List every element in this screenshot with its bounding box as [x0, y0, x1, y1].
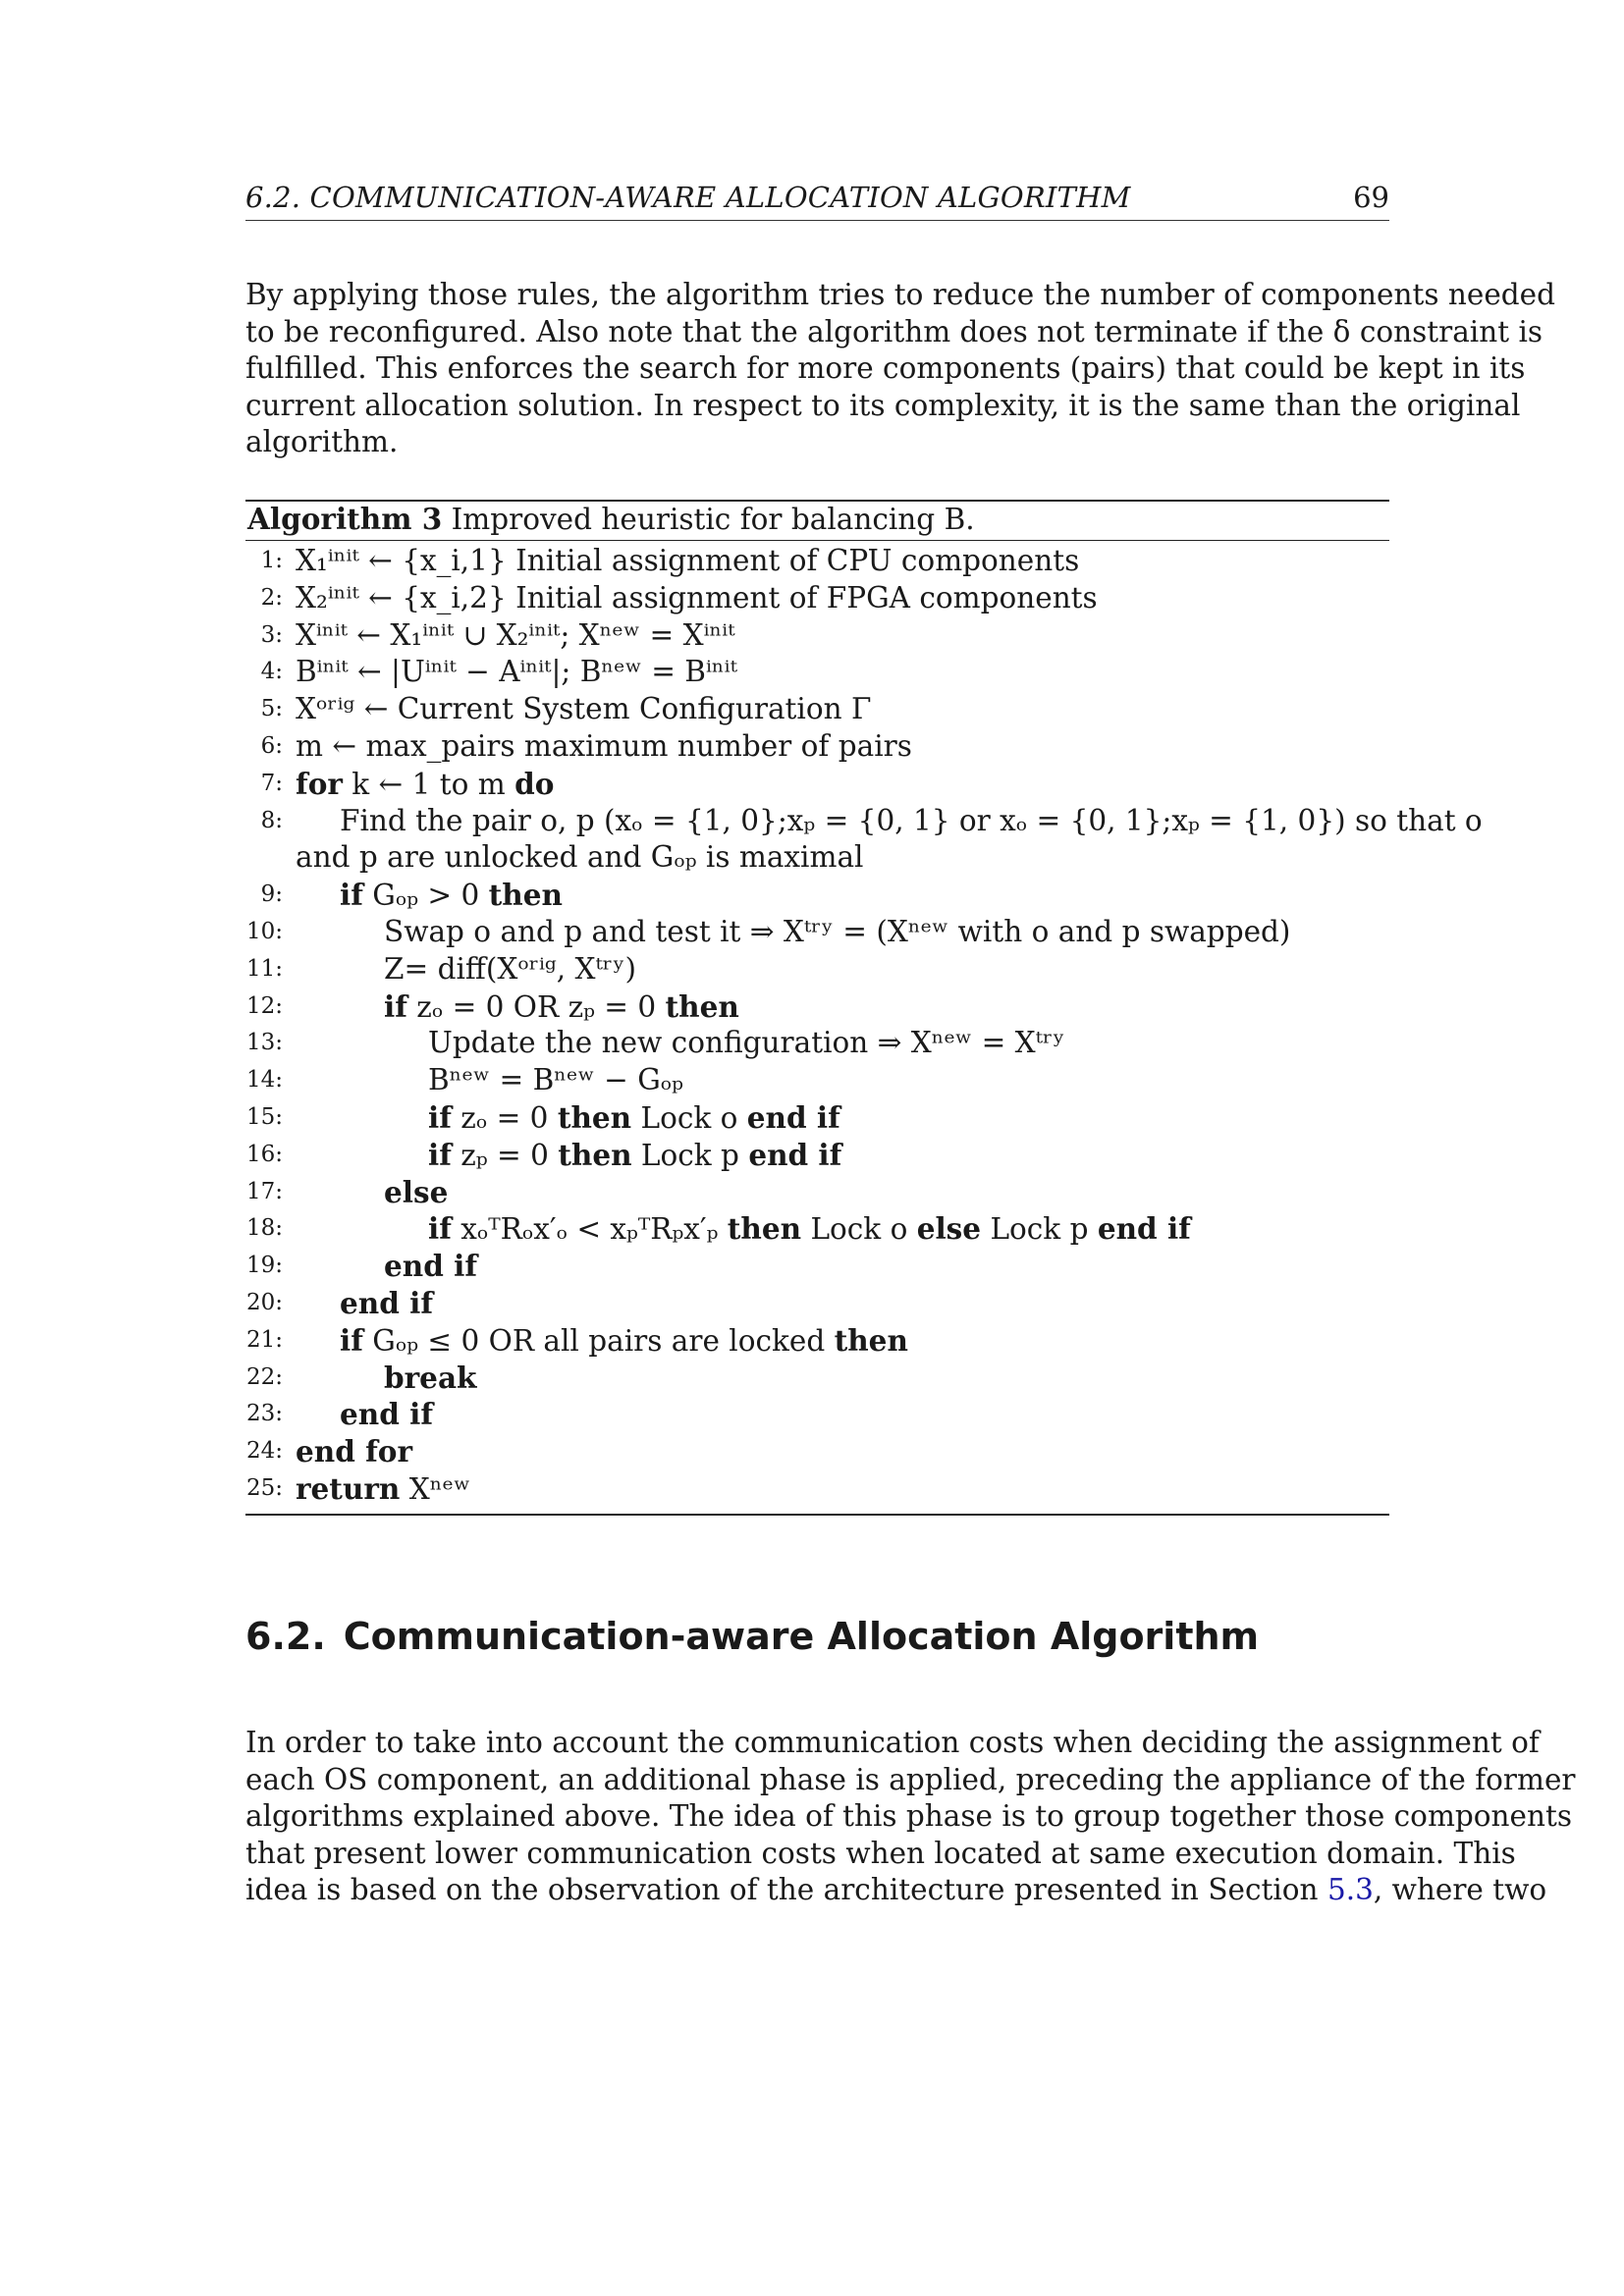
algorithm-line-text: Update the new configuration ⇒ Xⁿᵉʷ = Xᵗʳʸ — [428, 1026, 1065, 1060]
body-line: each OS component, an additional phase is applied, preceding the appliance of the former — [245, 1762, 1576, 1796]
algorithm-line-number: 6: — [260, 733, 283, 759]
algorithm-line-number: 19: — [245, 1253, 283, 1279]
algorithm-line-text: end if — [340, 1286, 434, 1320]
algorithm-line-text: for k ← 1 to m do — [296, 766, 555, 801]
body-paragraph — [245, 1725, 1576, 1909]
algorithm-line-text: if Gₒₚ > 0 then — [340, 878, 563, 913]
intro-paragraph — [245, 277, 1556, 461]
section-reference-link[interactable]: 5.3 — [1326, 1873, 1374, 1907]
algorithm-line — [245, 1434, 1389, 1471]
algorithm-line — [245, 1175, 1389, 1212]
algorithm-line-number: 8: — [260, 807, 283, 833]
algorithm-label: Algorithm 3 — [247, 502, 443, 536]
page-number: 69 — [1353, 181, 1389, 214]
algorithm-line-text: Swap o and p and test it ⇒ Xᵗʳʸ = (Xⁿᵉʷ with o and p swapped) — [384, 915, 1291, 948]
section-title: Communication-aware Allocation Algorithm — [343, 1615, 1260, 1658]
algorithm-line-text: Bⁿᵉʷ = Bⁿᵉʷ − Gₒₚ — [428, 1063, 683, 1097]
intro-line: current allocation solution. In respect to its complexity, it is the same than the original — [245, 388, 1521, 422]
algorithm-line-number: 21: — [245, 1326, 283, 1353]
algorithm-line — [245, 1323, 1389, 1361]
algorithm-line — [245, 989, 1389, 1027]
intro-line: fulfilled. This enforces the search for more components (pairs) that could be kept in its — [245, 351, 1526, 386]
algorithm-line-text: if zₒ = 0 then Lock o end if — [428, 1100, 840, 1135]
algorithm-line — [245, 840, 1389, 878]
algorithm-line-text: if zₒ = 0 OR zₚ = 0 then — [384, 988, 739, 1024]
algorithm-line-number: 13: — [245, 1030, 283, 1056]
algorithm-line-text: Find the pair o, p (xₒ = {1, 0};xₚ = {0, 1} or xₒ = {0, 1};xₚ = {1, 0}) so that o — [340, 803, 1483, 837]
algorithm-line-number: 23: — [245, 1401, 283, 1427]
algorithm-line-text: and p are unlocked and Gₒₚ is maximal — [296, 840, 864, 875]
algorithm-line-number: 15: — [245, 1104, 283, 1130]
algorithm-line — [245, 1211, 1389, 1249]
algorithm-line — [245, 1286, 1389, 1323]
algorithm-line-text: X₂ⁱⁿⁱᵗ ← {x_i,2} Initial assignment of FPGA components — [296, 580, 1098, 614]
algorithm-line — [245, 878, 1389, 915]
algorithm-line-text: Bⁱⁿⁱᵗ ← |Uⁱⁿⁱᵗ − Aⁱⁿⁱᵗ|; Bⁿᵉʷ = Bⁱⁿⁱᵗ — [296, 655, 737, 689]
algorithm-line — [245, 915, 1389, 952]
algorithm-line — [245, 1249, 1389, 1286]
algorithm-line-text: break — [384, 1360, 477, 1395]
algorithm-line — [245, 767, 1389, 804]
algorithm-line-number: 12: — [245, 992, 283, 1019]
intro-line: By applying those rules, the algorithm tries to reduce the number of components needed — [245, 278, 1556, 311]
algorithm-line — [245, 1026, 1389, 1063]
algorithm-line-number: 10: — [245, 919, 283, 944]
algorithm-line-number: 5: — [260, 696, 283, 722]
algorithm-line — [245, 1100, 1389, 1138]
algorithm-line — [245, 692, 1389, 729]
algorithm-line-text: Xᵒʳⁱᵍ ← Current System Configuration Γ — [296, 692, 872, 726]
algorithm-line-text: X₁ⁱⁿⁱᵗ ← {x_i,1} Initial assignment of CPU components — [296, 544, 1080, 577]
algorithm-line — [245, 581, 1389, 618]
algorithm-line-number: 18: — [245, 1215, 283, 1242]
algorithm-line — [245, 1361, 1389, 1398]
algorithm-line — [245, 544, 1389, 581]
algorithm-line-text: if xₒᵀRₒx′ₒ < xₚᵀRₚx′ₚ then Lock o else Lock p end if — [428, 1211, 1191, 1247]
algorithm-line — [245, 1063, 1389, 1100]
algorithm-line-number: 2: — [260, 584, 283, 611]
algorithm-line-number: 1: — [260, 548, 283, 573]
body-line-suffix: , where two — [1373, 1873, 1547, 1907]
body-line: algorithms explained above. The idea of this phase is to group together those components — [245, 1799, 1573, 1834]
algorithm-line-text: if zₚ = 0 then Lock p end if — [428, 1137, 842, 1172]
algorithm-caption-text: Improved heuristic for balancing B. — [451, 503, 975, 536]
algorithm-caption-rule — [245, 540, 1389, 541]
algorithm-line-text: end for — [296, 1434, 413, 1469]
body-line-prefix: idea is based on the observation of the architecture presented in Section — [245, 1873, 1327, 1907]
body-line-last — [245, 1872, 1547, 1909]
algorithm-caption — [247, 502, 975, 536]
body-line: In order to take into account the communication costs when deciding the assignment of — [245, 1726, 1540, 1759]
intro-line: to be reconfigured. Also note that the algorithm does not terminate if the δ constraint is — [245, 314, 1543, 348]
algorithm-line-text: if Gₒₚ ≤ 0 OR all pairs are locked then — [340, 1322, 908, 1358]
algorithm-line-text: end if — [384, 1249, 478, 1284]
algorithm-line-number: 24: — [245, 1438, 283, 1465]
algorithm-line-text: Xⁱⁿⁱᵗ ← X₁ⁱⁿⁱᵗ ∪ X₂ⁱⁿⁱᵗ; Xⁿᵉʷ = Xⁱⁿⁱᵗ — [296, 617, 735, 652]
algorithm-line-number: 7: — [260, 770, 283, 796]
running-header — [245, 181, 1389, 221]
algorithm-line-number: 4: — [260, 659, 283, 685]
algorithm-line-number: 11: — [245, 955, 283, 982]
section-heading — [245, 1615, 1259, 1658]
algorithm-line — [245, 1471, 1389, 1509]
algorithm-line-number: 16: — [245, 1141, 283, 1167]
algorithm-line-number: 14: — [245, 1067, 283, 1094]
algorithm-line-text: else — [384, 1174, 449, 1209]
algorithm-line-text: end if — [340, 1397, 434, 1432]
algorithm-line-text: return Xⁿᵉʷ — [296, 1471, 471, 1506]
algorithm-line — [245, 655, 1389, 692]
algorithm-line — [245, 1397, 1389, 1434]
algorithm-line — [245, 1138, 1389, 1175]
algorithm-line — [245, 803, 1483, 841]
algorithm-line-text: Z= diff(Xᵒʳⁱᵍ, Xᵗʳʸ) — [384, 951, 636, 986]
algorithm-line-number: 25: — [245, 1475, 283, 1501]
algorithm-line-text: m ← max_pairs maximum number of pairs — [296, 729, 912, 763]
algorithm-line-number: 3: — [260, 621, 283, 648]
algorithm-line — [245, 618, 1389, 656]
algorithm-bottom-rule — [245, 1514, 1389, 1516]
intro-line: algorithm. — [245, 425, 399, 459]
section-number: 6.2. — [245, 1615, 326, 1658]
algorithm-line — [245, 952, 1389, 989]
algorithm-line-number: 17: — [245, 1178, 283, 1204]
running-header-title: 6.2. COMMUNICATION-AWARE ALLOCATION ALGORITHM — [245, 181, 1131, 214]
algorithm-line-number: 20: — [245, 1290, 283, 1315]
algorithm-line — [245, 729, 1389, 767]
algorithm-line-number: 9: — [260, 881, 283, 908]
algorithm-line-number: 22: — [245, 1363, 283, 1390]
body-line: that present lower communication costs when located at same execution domain. This — [245, 1836, 1516, 1870]
